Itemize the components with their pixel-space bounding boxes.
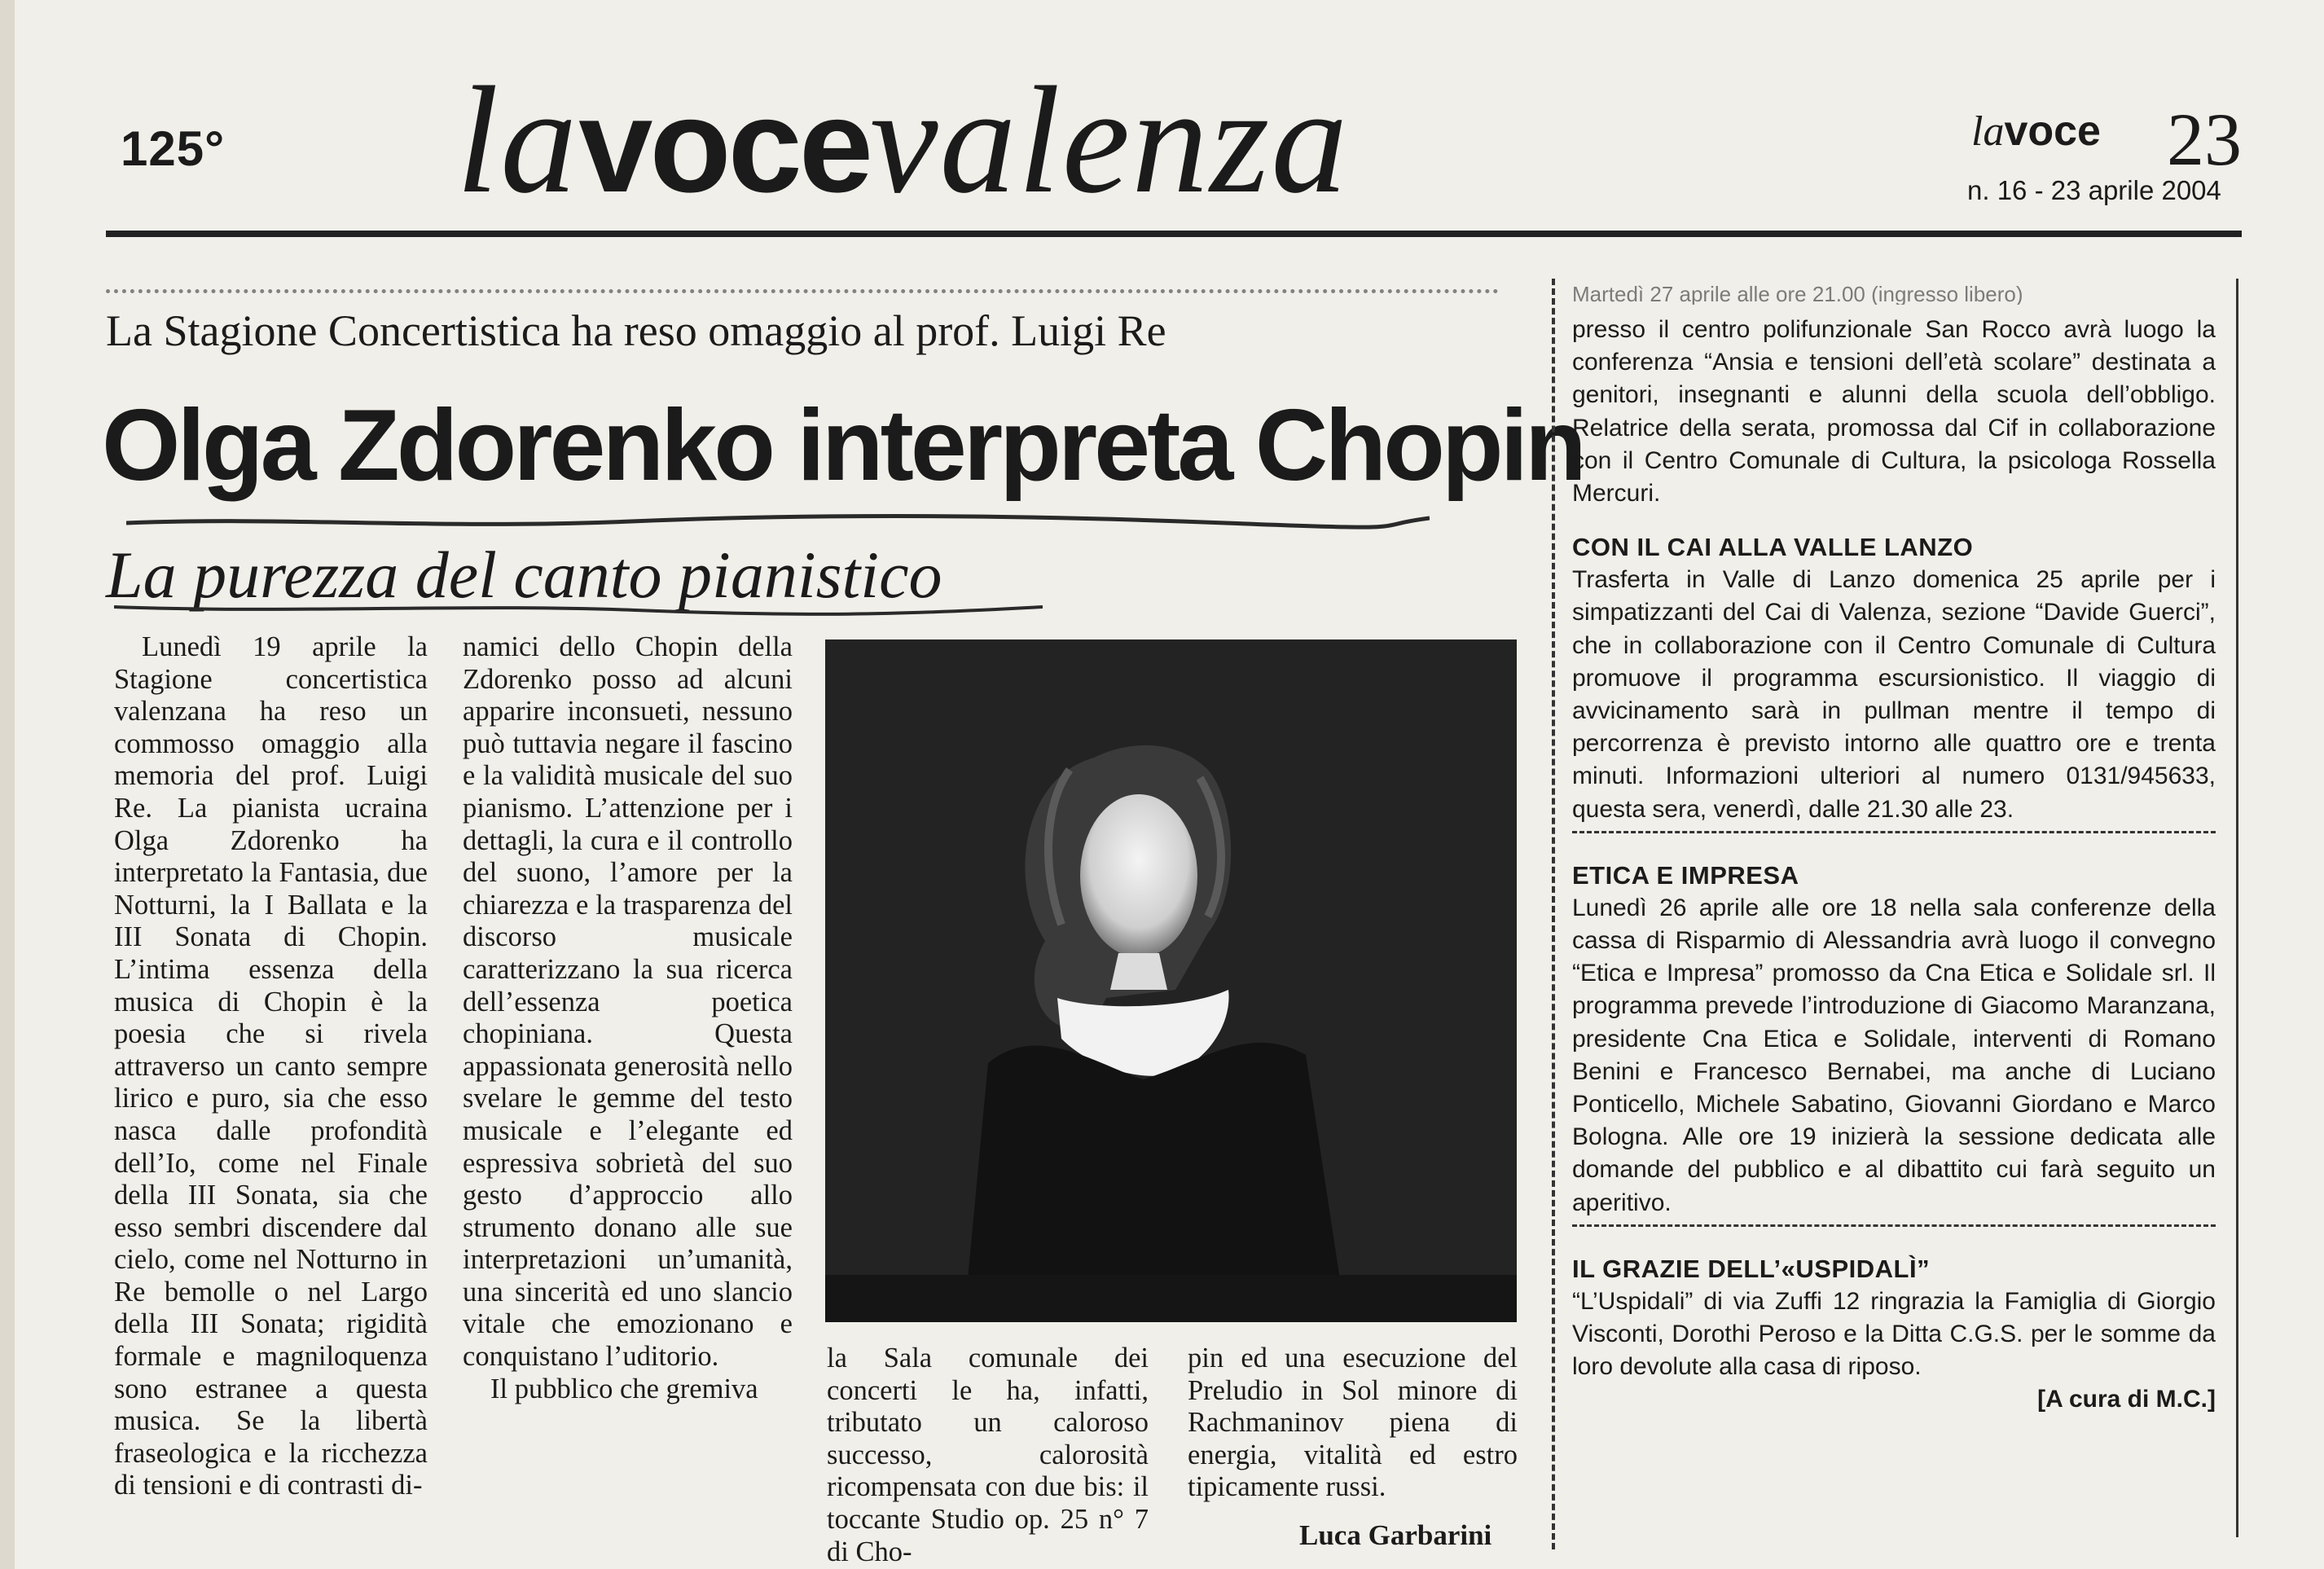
column-separator <box>1552 279 1555 1549</box>
article-column-2 <box>463 631 793 1405</box>
article-paragraph: namici dello Chopin della Zdorenko posso ad alcuni apparire inconsueti, nessuno può tuttavia negare il fascino e la validità musicale del suo pianismo. L’attenzione per i dettagli, la cura e il controllo del suono, l’amore per la chiarezza e la trasparenza del discorso musicale caratterizzano la sua ricerca dell’essenza poetica chopiniana. Questa appassionata generosità nello svelare le gemme del testo musicale e l’elegante ed espressiva sobrietà del suo gesto d’approccio allo strumento donano alle sue interpretazioni un’umanità, una sincerità ed uno slancio vitale che emozionano e conquistano l’uditorio. <box>463 631 793 1373</box>
masthead-city: valenza <box>870 55 1350 225</box>
sidebar-divider <box>1572 831 2216 833</box>
article-paragraph: Lunedì 19 aprile la Stagione concertistica valenzana ha reso un commosso omaggio alla memoria del prof. Luigi Re. La pianista ucraina Olga Zdorenko ha interpretato la Fantasia, due Notturni, la I Ballata e la III Sonata di Chopin. L’intima essenza della musica di Chopin è la poesia che si rivela attraverso un canto sempre lirico e puro, sia che esso nasca dalle profondità dell’Io, come nel Finale della III Sonata, sia che esso sembri discendere dal cielo, come nel Notturno in Re bemolle o nel Largo della III Sonata; rigidità formale e magniloquenza sono estranee a questa musica. Se la libertà fraseologica e la ricchezza di tensioni e di contrasti di- <box>114 631 428 1501</box>
masthead-la: la <box>456 55 579 225</box>
scan-edge <box>0 0 15 1569</box>
article-byline: Luca Garbarini <box>1299 1519 1492 1551</box>
article-paragraph: Il pubblico che gremiva <box>490 1373 758 1404</box>
article-headline: Olga Zdorenko interpreta Chopin <box>102 389 1584 502</box>
sidebar-heading-cai: CON IL CAI ALLA VALLE LANZO <box>1572 533 1974 562</box>
small-logo-la: la <box>1971 108 2005 155</box>
masthead-rule <box>106 231 2242 237</box>
masthead-title <box>456 55 1350 225</box>
sidebar-item-conference: presso il centro polifunzionale San Rocco avrà luogo la conferenza “Ansia e tensioni dell’età scolare” destinata a genitori, insegnanti e alunni della scuola dell’obbligo. Relatrice della serata, promossa dal Cif in collaborazione con il Centro Comunale di Cultura, la psicologa Rossella Mercuri. <box>1572 316 2216 508</box>
article-overline: La Stagione Concertistica ha reso omaggio al prof. Luigi Re <box>106 306 1166 355</box>
pianist-photo <box>825 639 1517 1322</box>
page-number: 23 <box>2167 98 2242 181</box>
right-border <box>2236 279 2238 1537</box>
clipped-line: Martedì 27 aprile alle ore 21.00 (ingresso libero) <box>1572 283 2023 305</box>
sidebar-divider <box>1572 1224 2216 1227</box>
sidebar-credit: [A cura di M.C.] <box>2037 1386 2216 1413</box>
article-paragraph: la Sala comunale dei concerti le ha, infatti, tributato un caloroso successo, calorosità ricompensata con due bis: il toccante Studio op. 25 n° 7 di Cho- <box>827 1343 1149 1567</box>
portrait-image <box>825 639 1517 1322</box>
pen-underline-headline <box>126 512 1430 533</box>
sidebar-item-uspidali: “L’Uspidali” di via Zuffi 12 ringrazia la Famiglia di Giorgio Visconti, Dorothi Peroso e la Ditta C.G.S. per le somme da loro devolute alla casa di riposo. <box>1572 1287 2216 1381</box>
news-sidebar <box>1572 283 2216 1417</box>
article-column-4 <box>1188 1343 1518 1504</box>
small-logo-voce: voce <box>2004 108 2101 155</box>
issue-date: n. 16 - 23 aprile 2004 <box>1967 175 2221 205</box>
sidebar-item-cai: Trasferta in Valle di Lanzo domenica 25 aprile per i simpatizzanti del Cai di Valenza, sezione “Davide Guerci”, che in collaborazione con il Centro Comunale di Cultura promuove il programma escursionistico. Il viaggio di avvicinamento sarà in pullman mentre il tempo di percorrenza è previsto intorno alle quattro ore e trenta minuti. Informazioni ulteriori al numero 0131/945633, questa sera, venerdì, dalle 21.30 alle 23. <box>1572 566 2216 823</box>
article-paragraph: pin ed una esecuzione del Preludio in Sol minore di Rachmaninov piena di energia, vitalità ed estro tipicamente russi. <box>1188 1343 1518 1503</box>
sidebar-item-etica: Lunedì 26 aprile alle ore 18 nella sala conferenze della cassa di Risparmio di Alessandria avrà luogo il convegno “Etica e Impresa” promosso da Cna Etica e Solidale srl. Il programma prevede l’introduzione di Giacomo Maranzana, presidente Cna Etica e Solidale, interventi di Romano Benini e Francesco Bernabei, ma anche di Luciano Ponticello, Michele Sabatino, Giovanni Giordano e Marco Bologna. Alle ore 19 inizierà la sessione dedicata alle domande del pubblico e al dibattito cui farà seguito un aperitivo. <box>1572 894 2216 1216</box>
small-logo <box>1971 110 2101 153</box>
article-subhead: La purezza del canto pianistico <box>106 538 942 612</box>
article-column-1 <box>114 631 428 1502</box>
masthead-voce: voce <box>578 71 871 220</box>
sidebar-heading-etica: ETICA E IMPRESA <box>1572 860 1799 890</box>
pen-underline-subhead <box>114 599 1043 620</box>
issue-label: 125° <box>121 121 226 176</box>
faded-rule <box>106 289 1499 293</box>
article-column-3 <box>827 1343 1149 1568</box>
sidebar-heading-uspidali: IL GRAZIE DELL’«USPIDALÌ” <box>1572 1254 1931 1283</box>
